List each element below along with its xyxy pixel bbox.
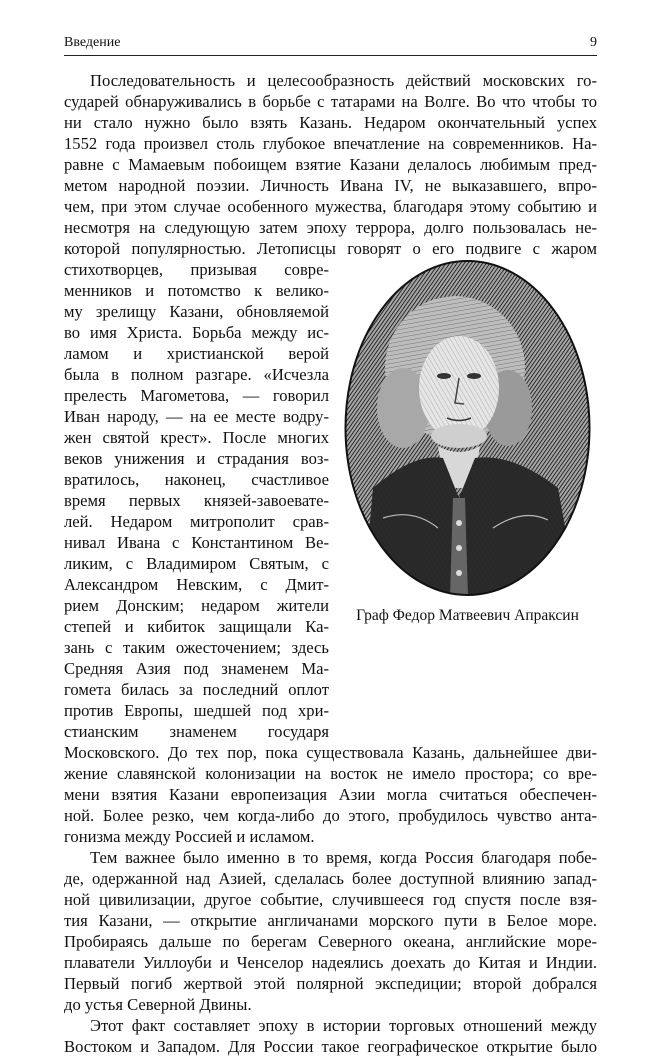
text-line: зань с таким ожесточением; здесь <box>64 638 329 657</box>
text-line: ной цивилизации, другое событие, случившееся год спустя после взя- <box>64 890 597 909</box>
text-line: менников и потомство к велико- <box>64 281 329 300</box>
text-line: Пробираясь дальше по берегам Северного океана, английские море- <box>64 932 597 951</box>
text-line: во имя Христа. Борьба между ис- <box>64 323 329 342</box>
text-line: Александром Невским, с Дмит- <box>64 575 329 594</box>
section-title: Введение <box>64 35 121 50</box>
text-line: жение славянской колонизации на восток не имело простора; со вре- <box>64 764 597 783</box>
text-line: которой популярностью. Летописцы говорят о его подвиге с жаром <box>64 239 597 258</box>
text-line: была в полном разгаре. «Исчезла <box>64 365 329 384</box>
text-line: нивал Ивана с Константином Ве- <box>64 533 329 552</box>
text-line: гомета билась за последний оплот <box>64 680 329 699</box>
text-line: 1552 года произвел столь глубокое впечатление на современников. На- <box>64 134 597 153</box>
text-line: несмотря на следующую затем эпоху террора, долго пользовалась не- <box>64 218 597 237</box>
text-line: жен святой крест». После многих <box>64 428 329 447</box>
text-line: до устья Северной Двины. <box>64 995 252 1014</box>
text-line: ликим, с Владимиром Святым, с <box>64 554 329 573</box>
text-line: Московского. До тех пор, пока существовала Казань, дальнейшее дви- <box>64 743 597 762</box>
text-line: Востоком и Западом. Для России такое географическое открытие было <box>64 1037 597 1056</box>
text-line: против Европы, шедшей под хри- <box>64 701 329 720</box>
text-line: лей. Недаром митрополит срав- <box>64 512 329 531</box>
text-line: метом народной поэзии. Личность Ивана IV, не выказавшего, впро- <box>64 176 597 195</box>
text-line: рием Донским; недаром жители <box>64 596 329 615</box>
text-line: Тем важнее было именно в то время, когда Россия благодаря побе- <box>90 848 597 867</box>
text-line: вратилось, наконец, счастливое <box>64 470 329 489</box>
text-line: веков унижения и страдания воз- <box>64 449 329 468</box>
text-line: де, одержанной над Азией, сделалась более доступной влиянию запад- <box>64 869 597 888</box>
page-number: 9 <box>590 35 597 50</box>
text-line: время первых князей-завоевате- <box>64 491 329 510</box>
text-line: Иван народу, — на ее месте водру- <box>64 407 329 426</box>
text-line: Этот факт составляет эпоху в истории торговых отношений между <box>90 1016 597 1035</box>
portrait-caption: Граф Федор Матвеевич Апраксин <box>356 607 579 624</box>
running-header <box>64 33 597 56</box>
text-line: ной. Более резко, чем когда-либо до этого, пробудилось чувство анта- <box>64 806 597 825</box>
text-line: чем, при этом случае особенного мужества, благодаря этому событию и <box>64 197 597 216</box>
text-line: степей и кибиток защищали Ка- <box>64 617 329 636</box>
portrait-engraving <box>343 258 592 598</box>
text-line: Последовательность и целесообразность действий московских го- <box>90 71 597 90</box>
text-line: плаватели Уиллоуби и Ченселор надеялись доехать до Китая и Индии. <box>64 953 597 972</box>
text-line: гонизма между Россией и исламом. <box>64 827 315 846</box>
text-line: равне с Мамаевым побоищем взятие Казани делалось любимым пред- <box>64 155 597 174</box>
text-line: ни стало нужно было взять Казань. Недаром окончательный успех <box>64 113 597 132</box>
text-line: Средняя Азия под знаменем Ма- <box>64 659 329 678</box>
text-line: сударей обнаруживались в борьбе с татарами на Волге. Во что чтобы то <box>64 92 597 111</box>
text-line: мени взятия Казани европеизация Азии могла считаться обеспечен- <box>64 785 597 804</box>
text-line: прелесть Магометова, — говорил <box>64 386 329 405</box>
text-line: тия Казани, — открытие англичанами морского пути в Белое море. <box>64 911 597 930</box>
text-line: му зрелищу Казани, обновляемой <box>64 302 329 321</box>
text-line: стианским знаменем государя <box>64 722 329 741</box>
text-line: Первый погиб жертвой этой полярной экспедиции; второй добрался <box>64 974 597 993</box>
text-line: стихотворцев, призывая совре- <box>64 260 329 279</box>
text-line: ламом и христианской верой <box>64 344 329 363</box>
